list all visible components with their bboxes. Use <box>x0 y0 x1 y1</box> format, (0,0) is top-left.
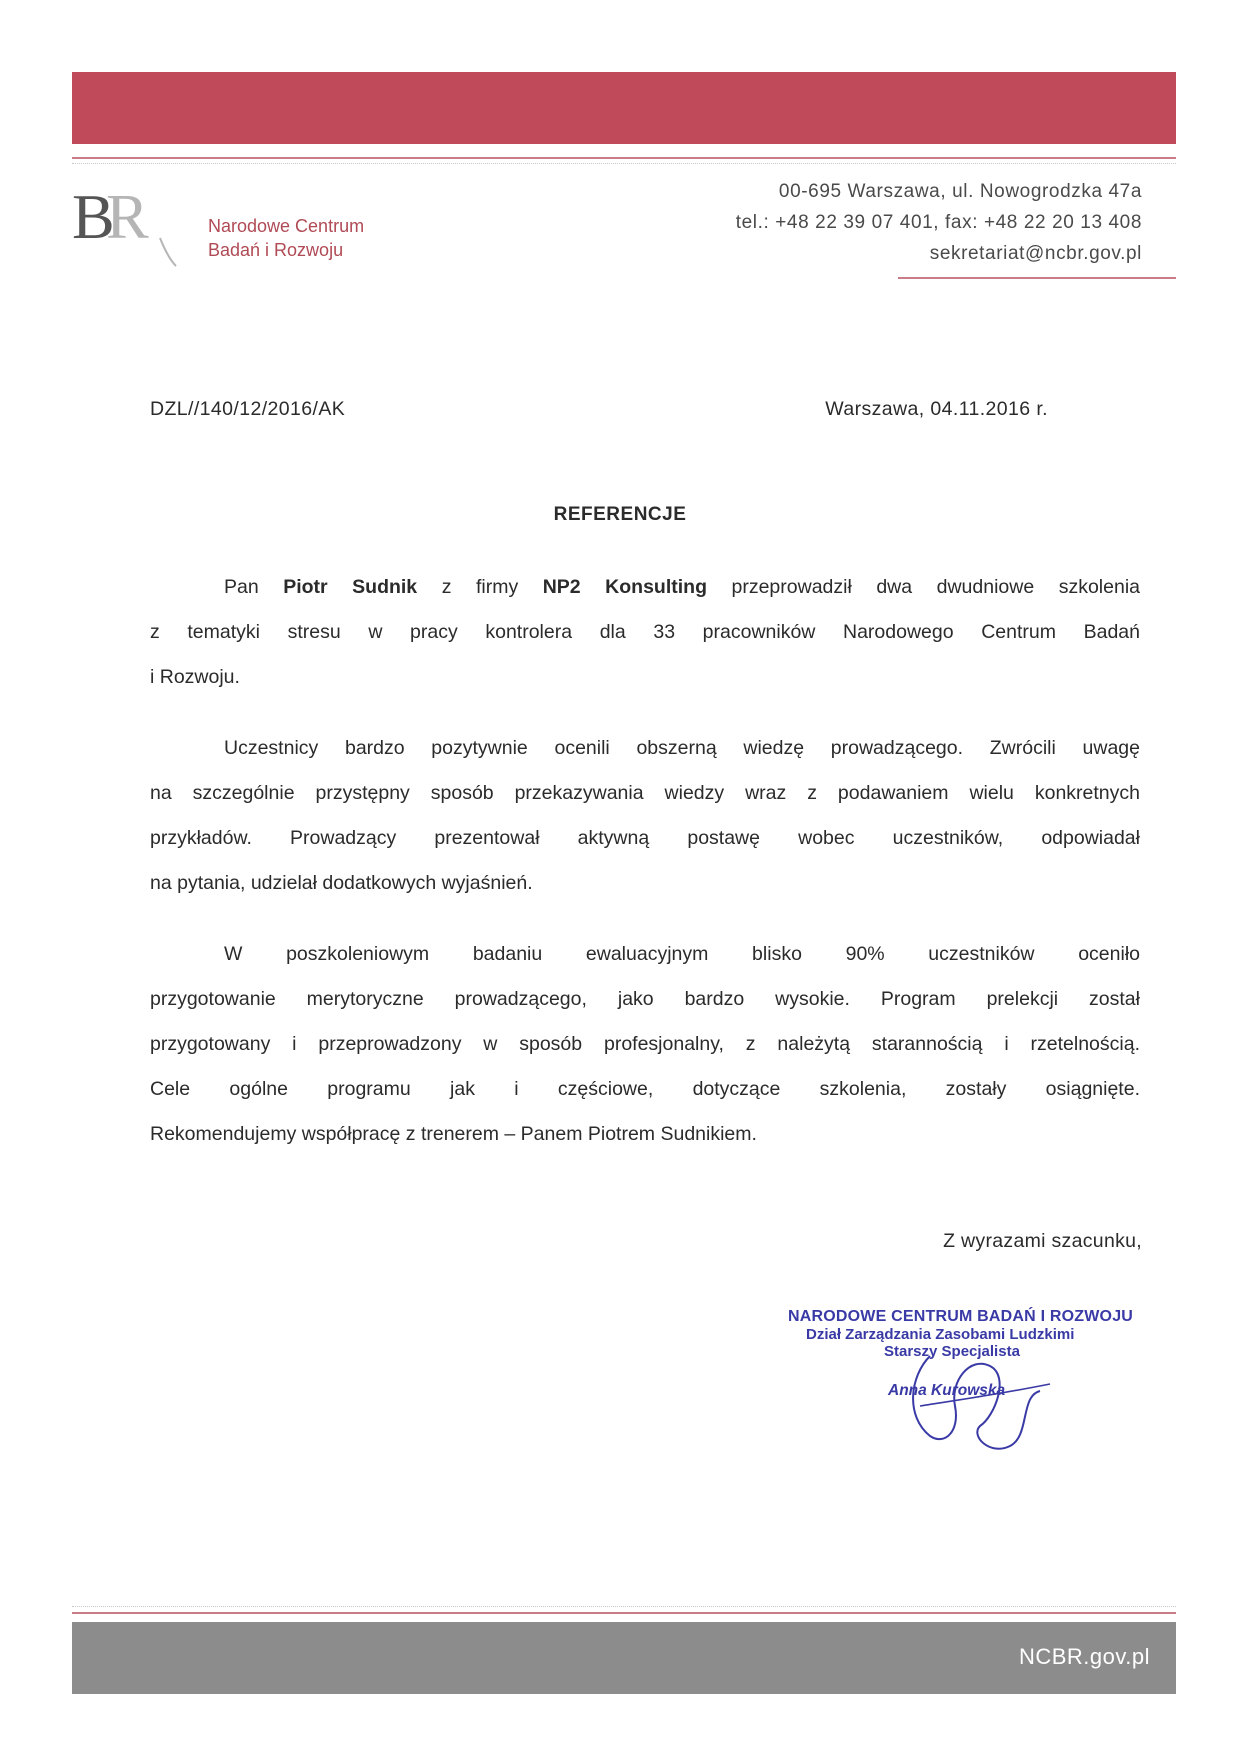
paragraph-line: i Rozwoju. <box>150 666 240 688</box>
stamp-signatory: Anna Kurowska <box>888 1382 1006 1399</box>
paragraph-line: przygotowany i przeprowadzony w sposób profesjonalny, z należytą starannością i rzetelnością. <box>150 1033 1140 1055</box>
paragraph-3 <box>150 932 1140 1157</box>
paragraph-line <box>150 565 1140 610</box>
footer-dotted-rule <box>72 1606 1176 1608</box>
letter-date: Warszawa, 04.11.2016 r. <box>825 398 1048 420</box>
text-run: przeprowadził dwa dwudniowe szkolenia <box>706 576 1140 598</box>
stamp-position: Starszy Specjalista <box>884 1343 1020 1360</box>
paragraph-line: na pytania, udzielał dodatkowych wyjaśnień. <box>150 872 533 894</box>
footer-rule <box>72 1612 1176 1614</box>
contact-block <box>736 176 1142 269</box>
logo-wordmark <box>208 214 364 262</box>
paragraph-line: przygotowanie merytoryczne prowadzącego, jako bardzo wysokie. Program prelekcji został <box>150 988 1140 1010</box>
header-band <box>72 72 1176 144</box>
paragraph-2 <box>150 726 1140 906</box>
stamp-department: Dział Zarządzania Zasobami Ludzkimi <box>806 1326 1075 1343</box>
address: 00-695 Warszawa, ul. Nowogrodzka 47a <box>778 181 1142 202</box>
closing-salutation: Z wyrazami szacunku, <box>943 1230 1142 1252</box>
stamp-institution: NARODOWE CENTRUM BADAŃ I ROZWOJU <box>788 1308 1134 1325</box>
paragraph-line <box>150 726 1140 771</box>
header-dotted-rule <box>72 163 1176 165</box>
logo-text-line1: Narodowe Centrum <box>208 216 365 236</box>
paragraph-1 <box>150 565 1140 700</box>
phone-fax: tel.: +48 22 39 07 401, fax: +48 22 20 13 408 <box>735 212 1142 233</box>
paragraph-line <box>150 932 1140 977</box>
email: sekretariat@ncbr.gov.pl <box>929 243 1142 264</box>
footer-band <box>72 1622 1176 1694</box>
handwritten-signature <box>900 1336 1060 1466</box>
paragraph-line: na szczególnie przystępny sposób przekazywania wiedzy wraz z podawaniem wielu konkretnych <box>150 782 1140 804</box>
reference-number: DZL//140/12/2016/AK <box>150 398 346 420</box>
letter-body <box>150 565 1140 1183</box>
text-run: W poszkoleniowym badaniu ewaluacyjnym blisko 90% uczestników oceniło <box>224 943 1140 965</box>
letter-title: REFERENCJE <box>553 504 687 525</box>
footer-url: NCBR.gov.pl <box>1018 1644 1150 1669</box>
paragraph-line: z tematyki stresu w pracy kontrolera dla 33 pracowników Narodowego Centrum Badań <box>150 621 1140 643</box>
trainer-name: Piotr Sudnik <box>283 576 418 598</box>
text-run: Uczestnicy bardzo pozytywnie ocenili obszerną wiedzę prowadzącego. Zwrócili uwagę <box>224 737 1140 759</box>
firm-name: NP2 Konsulting <box>542 576 707 598</box>
logo-text-line2: Badań i Rozwoju <box>208 240 344 260</box>
svg-text:B: B <box>72 181 115 252</box>
svg-text:R: R <box>106 181 149 252</box>
paragraph-line: przykładów. Prowadzący prezentował aktywną postawę wobec uczestników, odpowiadał <box>150 827 1140 849</box>
paragraph-line: Rekomendujemy współpracę z trenerem – Panem Piotrem Sudnikiem. <box>150 1123 757 1145</box>
header-rule <box>72 157 1176 159</box>
text-run: Pan <box>224 576 284 598</box>
paragraph-line: Cele ogólne programu jak i częściowe, dotyczące szkolenia, zostały osiągnięte. <box>150 1078 1140 1100</box>
text-run: z firmy <box>417 576 543 598</box>
contact-rule <box>898 277 1176 279</box>
